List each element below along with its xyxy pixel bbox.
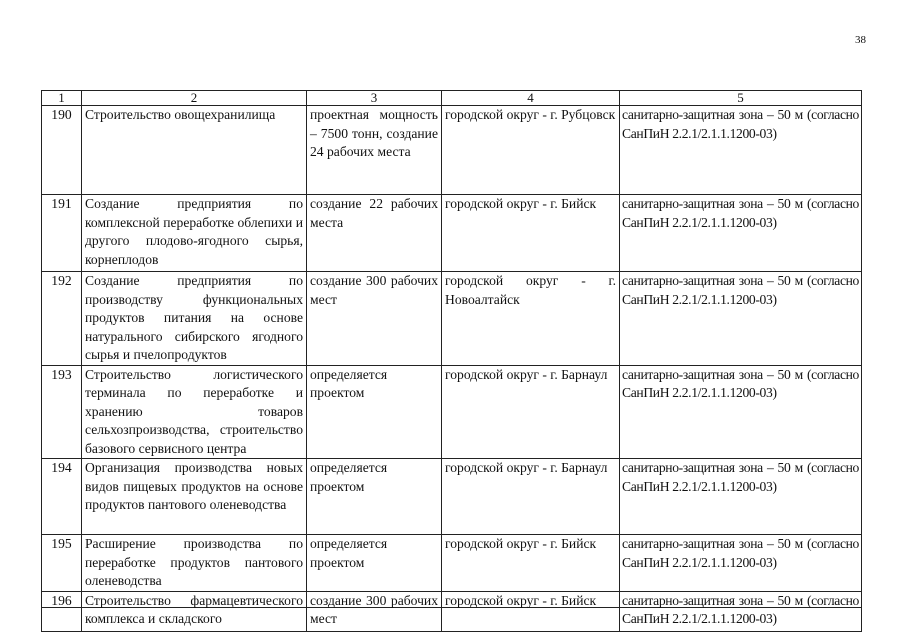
- location-cell: городской округ - г. Барнаул: [442, 365, 620, 459]
- location-cell: городской округ - г. Бийск: [442, 535, 620, 592]
- zone-cell: санитарно-защитная зона – 50 м (согласно СанПиН 2.2.1/2.1.1.1200-03): [620, 535, 862, 592]
- page-number: 38: [855, 34, 866, 46]
- row-number-cell: 191: [42, 195, 82, 272]
- capacity-cell: определяется проектом: [307, 459, 442, 535]
- table-row: [42, 195, 862, 272]
- zone-cell: санитарно-защитная зона – 50 м (согласно СанПиН 2.2.1/2.1.1.1200-03): [620, 195, 862, 272]
- data-table-container: [41, 90, 861, 626]
- row-number-cell: 194: [42, 459, 82, 535]
- zone-cell: санитарно-защитная зона – 50 м (согласно СанПиН 2.2.1/2.1.1.1200-03): [620, 106, 862, 195]
- row-number-cell: 193: [42, 365, 82, 459]
- location-cell: городской округ - г. Новоалтайск: [442, 272, 620, 366]
- location-cell: городской округ - г. Барнаул: [442, 459, 620, 535]
- capacity-cell: создание 300 рабочих мест: [307, 591, 442, 631]
- capacity-cell: определяется проектом: [307, 535, 442, 592]
- object-name-cell: Строительство фармацевтического комплекса и складского: [82, 591, 307, 631]
- zone-cell: санитарно-защитная зона – 50 м (согласно СанПиН 2.2.1/2.1.1.1200-03): [620, 591, 862, 631]
- column-header: 3: [307, 91, 442, 106]
- capacity-cell: определяется проектом: [307, 365, 442, 459]
- location-cell: городской округ - г. Бийск: [442, 195, 620, 272]
- object-name-cell: Расширение производства по переработке продуктов пантового оленеводства: [82, 535, 307, 592]
- table-row: [42, 106, 862, 195]
- table-row: [42, 365, 862, 459]
- table-row: [42, 459, 862, 535]
- capacity-cell: создание 300 рабочих мест: [307, 272, 442, 366]
- capacity-cell: проектная мощность – 7500 тонн, создание 24 рабочих места: [307, 106, 442, 195]
- row-number-cell: 195: [42, 535, 82, 592]
- row-number-cell: 196: [42, 591, 82, 631]
- zone-cell: санитарно-защитная зона – 50 м (согласно СанПиН 2.2.1/2.1.1.1200-03): [620, 272, 862, 366]
- table-row: [42, 535, 862, 592]
- location-cell: городской округ - г. Рубцовск: [442, 106, 620, 195]
- table-row: [42, 591, 862, 631]
- object-name-cell: Создание предприятия по производству функциональных продуктов питания на основе натурального сибирского ягодного сырья и пчелопродуктов: [82, 272, 307, 366]
- column-header: 5: [620, 91, 862, 106]
- zone-cell: санитарно-защитная зона – 50 м (согласно СанПиН 2.2.1/2.1.1.1200-03): [620, 365, 862, 459]
- column-header: 4: [442, 91, 620, 106]
- row-number-cell: 192: [42, 272, 82, 366]
- column-header: 1: [42, 91, 82, 106]
- row-number-cell: 190: [42, 106, 82, 195]
- object-name-cell: Создание предприятия по комплексной переработке облепихи и другого плодово-ягодного сырья, корнеплодов: [82, 195, 307, 272]
- table-header-row: [42, 91, 862, 106]
- data-table: [41, 90, 862, 632]
- zone-cell: санитарно-защитная зона – 50 м (согласно СанПиН 2.2.1/2.1.1.1200-03): [620, 459, 862, 535]
- object-name-cell: Строительство логистического терминала по переработке и хранению товаров сельхозпроизводства, строительство базового сервисного центра: [82, 365, 307, 459]
- table-row: [42, 272, 862, 366]
- capacity-cell: создание 22 рабочих места: [307, 195, 442, 272]
- object-name-cell: Организация производства новых видов пищевых продуктов на основе продуктов пантового оленеводства: [82, 459, 307, 535]
- column-header: 2: [82, 91, 307, 106]
- object-name-cell: Строительство овощехранилища: [82, 106, 307, 195]
- location-cell: городской округ - г. Бийск: [442, 591, 620, 631]
